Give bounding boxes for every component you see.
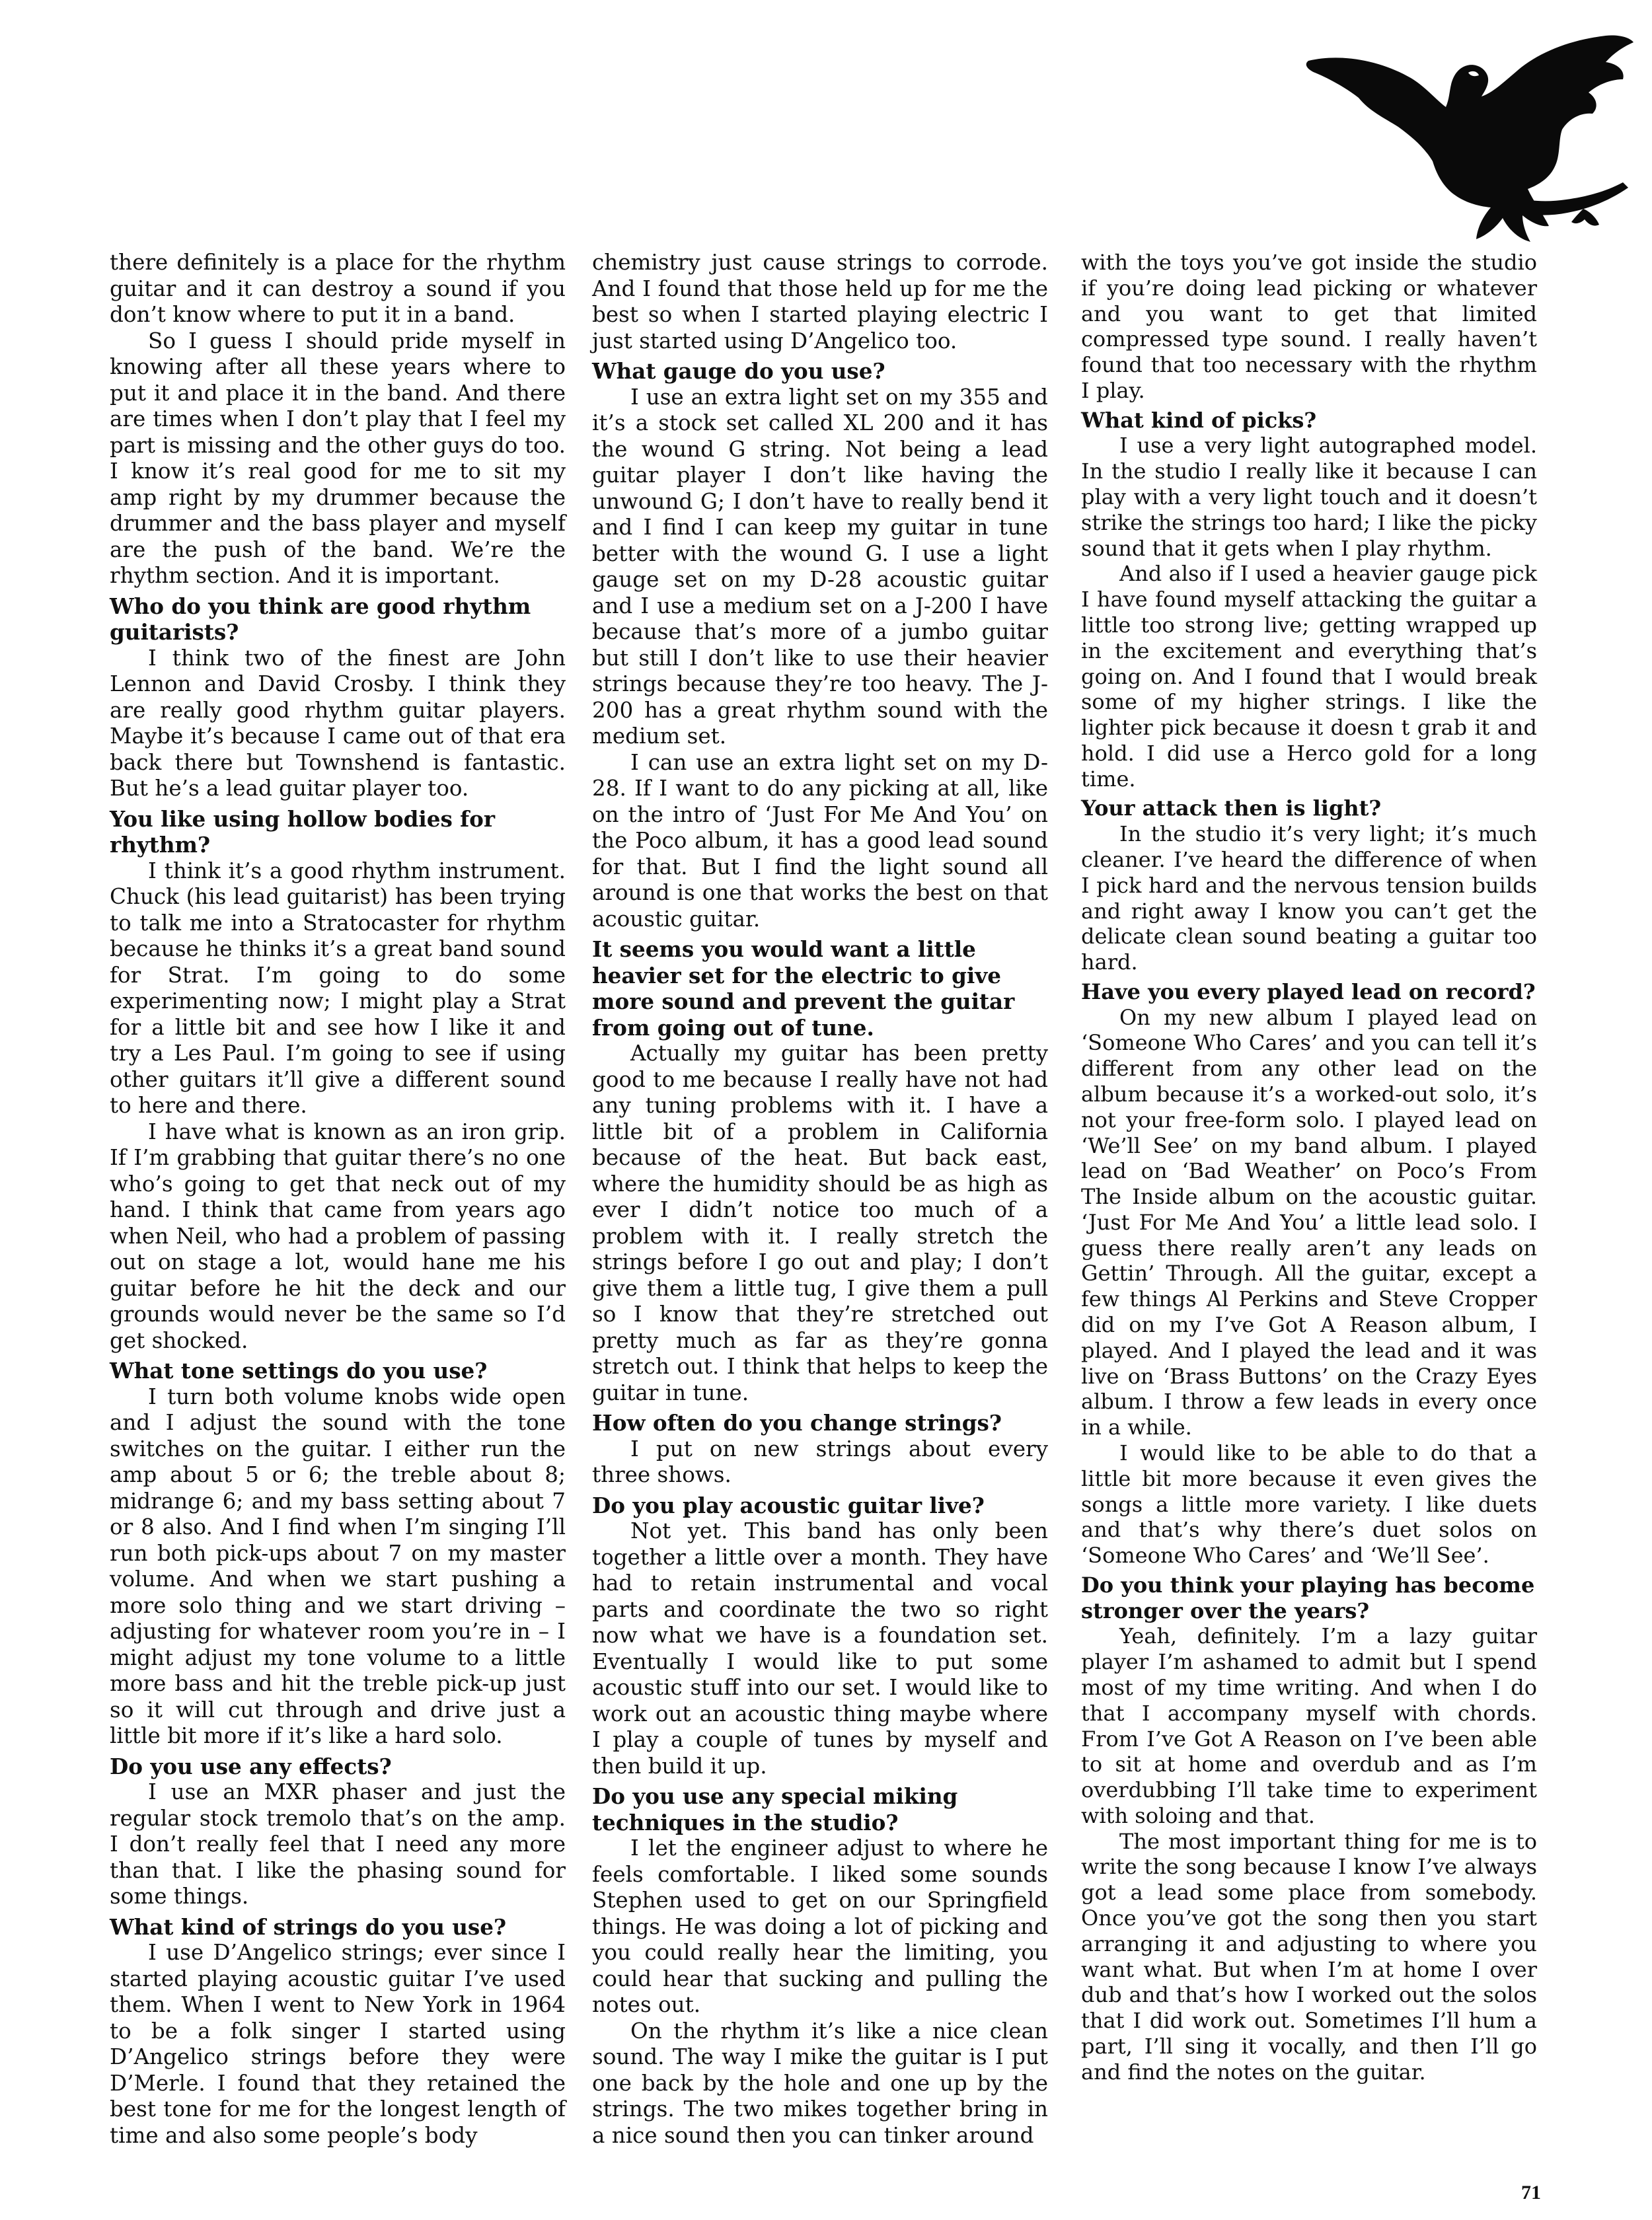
interview-answer: I turn both volume knobs wide open and I adjust the sound with the tone switches on the guitar. I either run the amp about 5 or 6; the treble about 8; midrange 6; and my bass setting about 7 or 8 also. And I find when I’m singing I’ll run both pick-ups about 7 on my master volume. And when we start pushing a more solo thing and we start driving – adjusting for whatever room you’re in – I might adjust my tone volume to a little more bass and hit the treble pick-up just so it will cut through and drive just a little bit more if it’s like a hard solo. bbox=[110, 1384, 566, 1748]
interview-answer: On the rhythm it’s like a nice clean sound. The way I mike the guitar is I put one back by the hole and one up by the strings. The two mikes together bring in a nice sound then you can tinker around bbox=[592, 2018, 1048, 2148]
interview-question: What tone settings do you use? bbox=[110, 1358, 488, 1384]
interview-question: What kind of picks? bbox=[1081, 407, 1317, 433]
interview-question: What kind of strings do you use? bbox=[110, 1913, 507, 1940]
interview-answer: Yeah, definitely. I’m a lazy guitar player I’m ashamed to admit but I spend most of my time writing. And when I do that I accompany myself with chords. From I’ve Got A Reason on I’ve been able to sit at home and overdub and as I’m overdubbing I’ll take time to experiment with soloing and that. bbox=[1081, 1623, 1537, 1828]
article-column-1 bbox=[110, 250, 566, 2149]
interview-answer: chemistry just cause strings to corrode. And I found that those held up for me the best so when I started playing electric I just started using D’Angelico too. bbox=[592, 250, 1048, 353]
interview-question: Have you every played lead on record? bbox=[1081, 979, 1536, 1004]
interview-answer: I use a very light autographed model. In the studio I really like it because I can play with a very light touch and it doesn’t strike the strings too hard; I like the picky sound that it gets when I play rhythm. bbox=[1081, 433, 1537, 561]
article-column-3 bbox=[1081, 250, 1537, 2085]
eagle-logo-icon bbox=[1295, 26, 1639, 244]
interview-question: How often do you change strings? bbox=[592, 1410, 1002, 1436]
interview-question: Do you play acoustic guitar live? bbox=[592, 1492, 985, 1518]
interview-question: Do you use any effects? bbox=[110, 1753, 392, 1779]
interview-answer: I put on new strings about every three shows. bbox=[592, 1436, 1048, 1487]
interview-question: What gauge do you use? bbox=[592, 358, 885, 384]
interview-answer: I think it’s a good rhythm instrument. Chuck (his lead guitarist) has been trying to talk me into a Stratocaster for rhythm because he thinks it’s a great band sound for Strat. I’m going to do some experimenting now; I might play a Strat for a little bit and see how I like it and try a Les Paul. I’m going to see if using other guitars it’ll give a different sound to here and there. bbox=[110, 858, 566, 1118]
interview-answer: there definitely is a place for the rhythm guitar and it can destroy a sound if you don’t know where to put it in a band. bbox=[110, 250, 566, 327]
article-column-2 bbox=[592, 250, 1048, 2149]
interview-answer: I use D’Angelico strings; ever since I started playing acoustic guitar I’ve used them. When I went to New York in 1964 to be a folk singer I started using D’Angelico strings before they were D’Merle. I found that they retained the best tone for me for the longest length of time and also some people’s body bbox=[110, 1940, 566, 2148]
interview-question: Who do you think are good rhythm guitarists? bbox=[110, 593, 531, 645]
interview-question: Your attack then is light? bbox=[1081, 796, 1382, 821]
interview-question: You like using hollow bodies for rhythm? bbox=[110, 805, 496, 858]
interview-answer: And also if I used a heavier gauge pick I have found myself attacking the guitar a little too strong live; getting wrapped up in the excitement and everything that’s going on. And I found that I would break some of my higher strings. I like the lighter pick because it doesn t grab it and hold. I did use a Herco gold for a long time. bbox=[1081, 561, 1537, 792]
interview-answer: The most important thing for me is to write the song because I know I’ve always got a lead some place from somebody. Once you’ve got the song then you start arranging it and adjusting to where you want what. But when I’m at home I over dub and that’s how I worked out the solos that I did work out. Sometimes I’ll hum a part, I’ll sing it vocally, and then I’ll go and find the notes on the guitar. bbox=[1081, 1828, 1537, 2085]
interview-answer: In the studio it’s very light; it’s much cleaner. I’ve heard the difference of when I pick hard and the nervous tension builds and right away I know you can’t get the delicate clean sound beating a guitar too hard. bbox=[1081, 821, 1537, 975]
interview-answer: I use an extra light set on my 355 and it’s a stock set called XL 200 and it has the wound G string. Not being a lead guitar player I don’t like having the unwound G; I don’t have to really bend it and I find I can keep my guitar in tune better with the wound G. I use a light gauge set on my D-28 acoustic guitar and I use a medium set on a J-200 I have because that’s more of a jumbo guitar but still I don’t like to use their heavier strings because they’re too heavy. The J-200 has a great rhythm sound with the medium set. bbox=[592, 384, 1048, 749]
interview-answer: I have what is known as an iron grip. If I’m grabbing that guitar there’s no one who’s going to get that neck out of my hand. I think that came from years ago when Neil, who had a problem of passing out on stage a lot, would hane me his guitar before he hit the deck and our grounds would never be the same so I’d get shocked. bbox=[110, 1119, 566, 1353]
interview-question: Do you think your playing has become stronger over the years? bbox=[1081, 1572, 1535, 1623]
page-number: 71 bbox=[1521, 2182, 1541, 2203]
interview-answer: On my new album I played lead on ‘Someone Who Cares’ and you can tell it’s different from any other lead on the album because it’s a worked-out solo, it’s not your free-form solo. I played lead on ‘We’ll See’ on my band album. I played lead on ‘Bad Weather’ on Poco’s From The Inside album on the acoustic guitar. ‘Just For Me And You’ a little lead solo. I guess there really aren’t any leads on Gettin’ Through. All the guitar, except a few things Al Perkins and Steve Cropper did on my I’ve Got A Reason album, I played. And I played the lead and it was live on ‘Brass Buttons’ on the Crazy Eyes album. I throw a few leads in every once in a while. bbox=[1081, 1004, 1537, 1440]
interview-question: Do you use any special miking techniques in the studio? bbox=[592, 1783, 958, 1835]
interview-answer: I use an MXR phaser and just the regular stock tremolo that’s on the amp. I don’t really feel that I need any more than that. I like the phasing sound for some things. bbox=[110, 1779, 566, 1909]
interview-answer: I can use an extra light set on my D-28. If I want to do any picking at all, like on the intro of ‘Just For Me And You’ on the Poco album, it has a good lead sound for that. But I find the light sound all around is one that works the best on that acoustic guitar. bbox=[592, 749, 1048, 932]
interview-answer: Not yet. This band has only been together a little over a month. They have had to retain instrumental and vocal parts and coordinate the two so right now what we have is a foundation set. Eventually I would like to put some acoustic stuff into our set. I would like to work out an acoustic thing maybe where I play a couple of tunes by myself and then build it up. bbox=[592, 1518, 1048, 1779]
interview-answer: Actually my guitar has been pretty good to me because I really have not had any tuning problems with it. I have a little bit of a problem in California because of the heat. But back east, where the humidity should be as high as ever I didn’t notice too much of a problem with it. I really stretch the strings before I go out and play; I don’t give them a little tug, I give them a pull so I know that they’re stretched out pretty much as far as they’re gonna stretch out. I think that helps to keep the guitar in tune. bbox=[592, 1041, 1048, 1405]
interview-question: It seems you would want a little heavier set for the electric to give more sound and prevent the guitar from going out of tune. bbox=[592, 936, 1015, 1041]
interview-answer: I would like to be able to do that a little bit more because it even gives the songs a little more variety. I like duets and that’s why there’s duet solos on ‘Someone Who Cares’ and ‘We’ll See’. bbox=[1081, 1440, 1537, 1569]
interview-answer: I let the engineer adjust to where he feels comfortable. I liked some sounds Stephen used to get on our Springfield things. He was doing a lot of picking and you could really hear the limiting, you could hear that sucking and pulling the notes out. bbox=[592, 1835, 1048, 2017]
interview-answer: So I guess I should pride myself in knowing after all these years where to put it and place it in the band. And there are times when I don’t play that I feel my part is missing and the other guys do too. I know it’s real good for me to sit my amp right by my drummer because the drummer and the bass player and myself are the push of the band. We’re the rhythm section. And it is important. bbox=[110, 328, 566, 588]
interview-answer: with the toys you’ve got inside the studio if you’re doing lead picking or whatever and you want to get that limited compressed type sound. I really haven’t found that too necessary with the rhythm I play. bbox=[1081, 250, 1537, 403]
interview-answer: I think two of the finest are John Lennon and David Crosby. I think they are really good rhythm guitar players. Maybe it’s because I came out of that era back there but Townshend is fantastic. But he’s a lead guitar player too. bbox=[110, 645, 566, 801]
